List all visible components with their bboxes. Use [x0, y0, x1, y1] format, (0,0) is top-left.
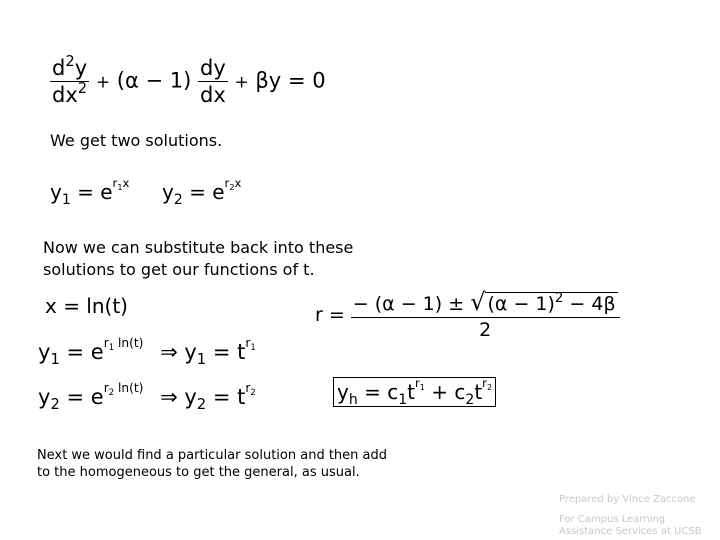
- homogeneous-solution-box: $y_h = c_1t^{r_1} + c_2t^{r_2}$: [333, 377, 496, 407]
- credit-text: Prepared by Vince Zaccone For Campus Learning Assistance Services at UCSB: [559, 494, 702, 537]
- solution-y2: $y_2 = e^{r_2x}$: [162, 176, 242, 208]
- two-solutions-text: We get two solutions.: [50, 131, 223, 150]
- x-equals-ln-t: x = ln(t): [45, 294, 128, 318]
- y1-substitution: $y_1 = e^{r_1 ln(t)}$ ⇒ $y_1 = t^{r_1}$: [38, 335, 256, 369]
- main-differential-equation: $\frac{d^2y}{dx^2}$ + (α − 1) $\frac{dy}{dx}$ + βy = 0: [52, 53, 326, 107]
- r-quadratic-formula: r = $\frac{- (\alpha - 1) \pm √ (\alpha - 1)^2 - 4\beta}{2}$: [315, 288, 620, 341]
- second-derivative-fraction: $\frac{d^2y}{dx^2}$: [52, 53, 88, 107]
- solution-y1: $y_1 = e^{r_1x}$: [50, 176, 130, 208]
- y2-substitution: $y_2 = e^{r_2 ln(t)}$ ⇒ $y_2 = t^{r_2}$: [38, 380, 256, 414]
- substitute-text: Now we can substitute back into these solutions to get our functions of t.: [43, 238, 354, 279]
- next-step-text: Next we would find a particular solution and then add to the homogeneous to get the general, as usual.: [37, 448, 388, 480]
- first-derivative-fraction: $\frac{dy}{dx}$: [200, 56, 226, 107]
